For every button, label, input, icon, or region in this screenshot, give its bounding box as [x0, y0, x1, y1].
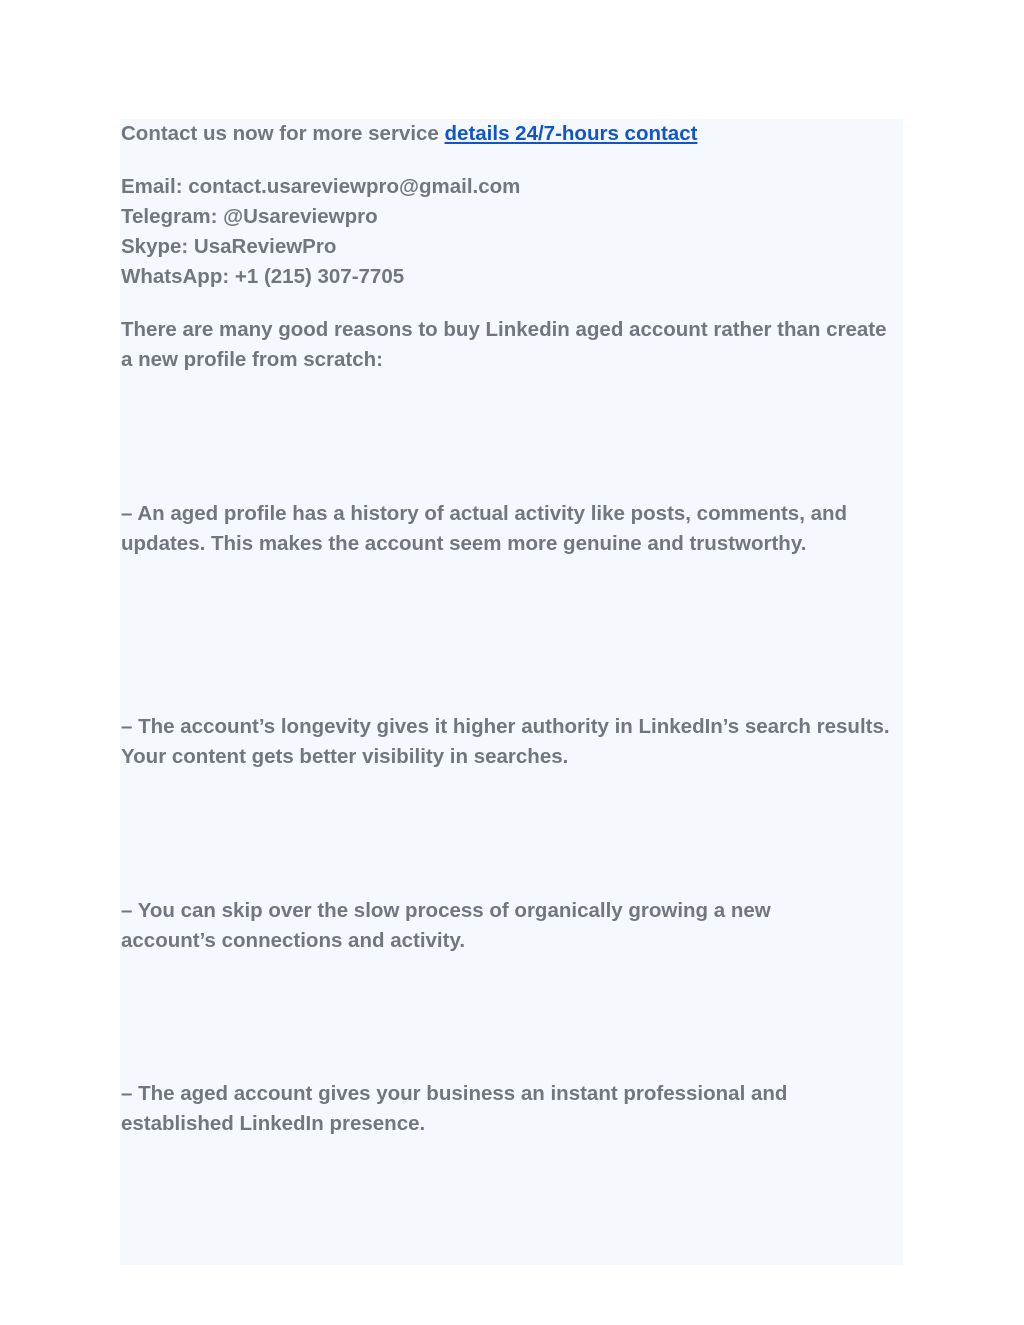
telegram-line: Telegram: @Usareviewpro [121, 205, 378, 228]
reason-item-3: – You can skip over the slow process of organically growing a new account’s connections and activity. [121, 899, 771, 952]
contact-intro [121, 119, 901, 149]
skype-line: Skype: UsaReviewPro [121, 235, 337, 258]
details-contact-link[interactable]: details 24/7-hours contact [444, 122, 698, 145]
reason-item-2: – The account’s longevity gives it higher authority in LinkedIn’s search results. Your content gets better visibility in searches. [121, 715, 890, 768]
reasons-intro: There are many good reasons to buy Linkedin aged account rather than create a new profile from scratch: [121, 318, 887, 371]
reason-item-4: – The aged account gives your business an instant professional and established LinkedIn presence. [121, 1082, 788, 1135]
reason-item-1: – An aged profile has a history of actual activity like posts, comments, and updates. This makes the account seem more genuine and trustworthy. [121, 502, 848, 555]
contact-details [121, 172, 901, 292]
email-line: Email: contact.usareviewpro@gmail.com [121, 175, 521, 198]
contact-intro-text: Contact us now for more service [121, 122, 445, 145]
whatsapp-line: WhatsApp: +1 (215) 307-7705 [121, 265, 405, 288]
